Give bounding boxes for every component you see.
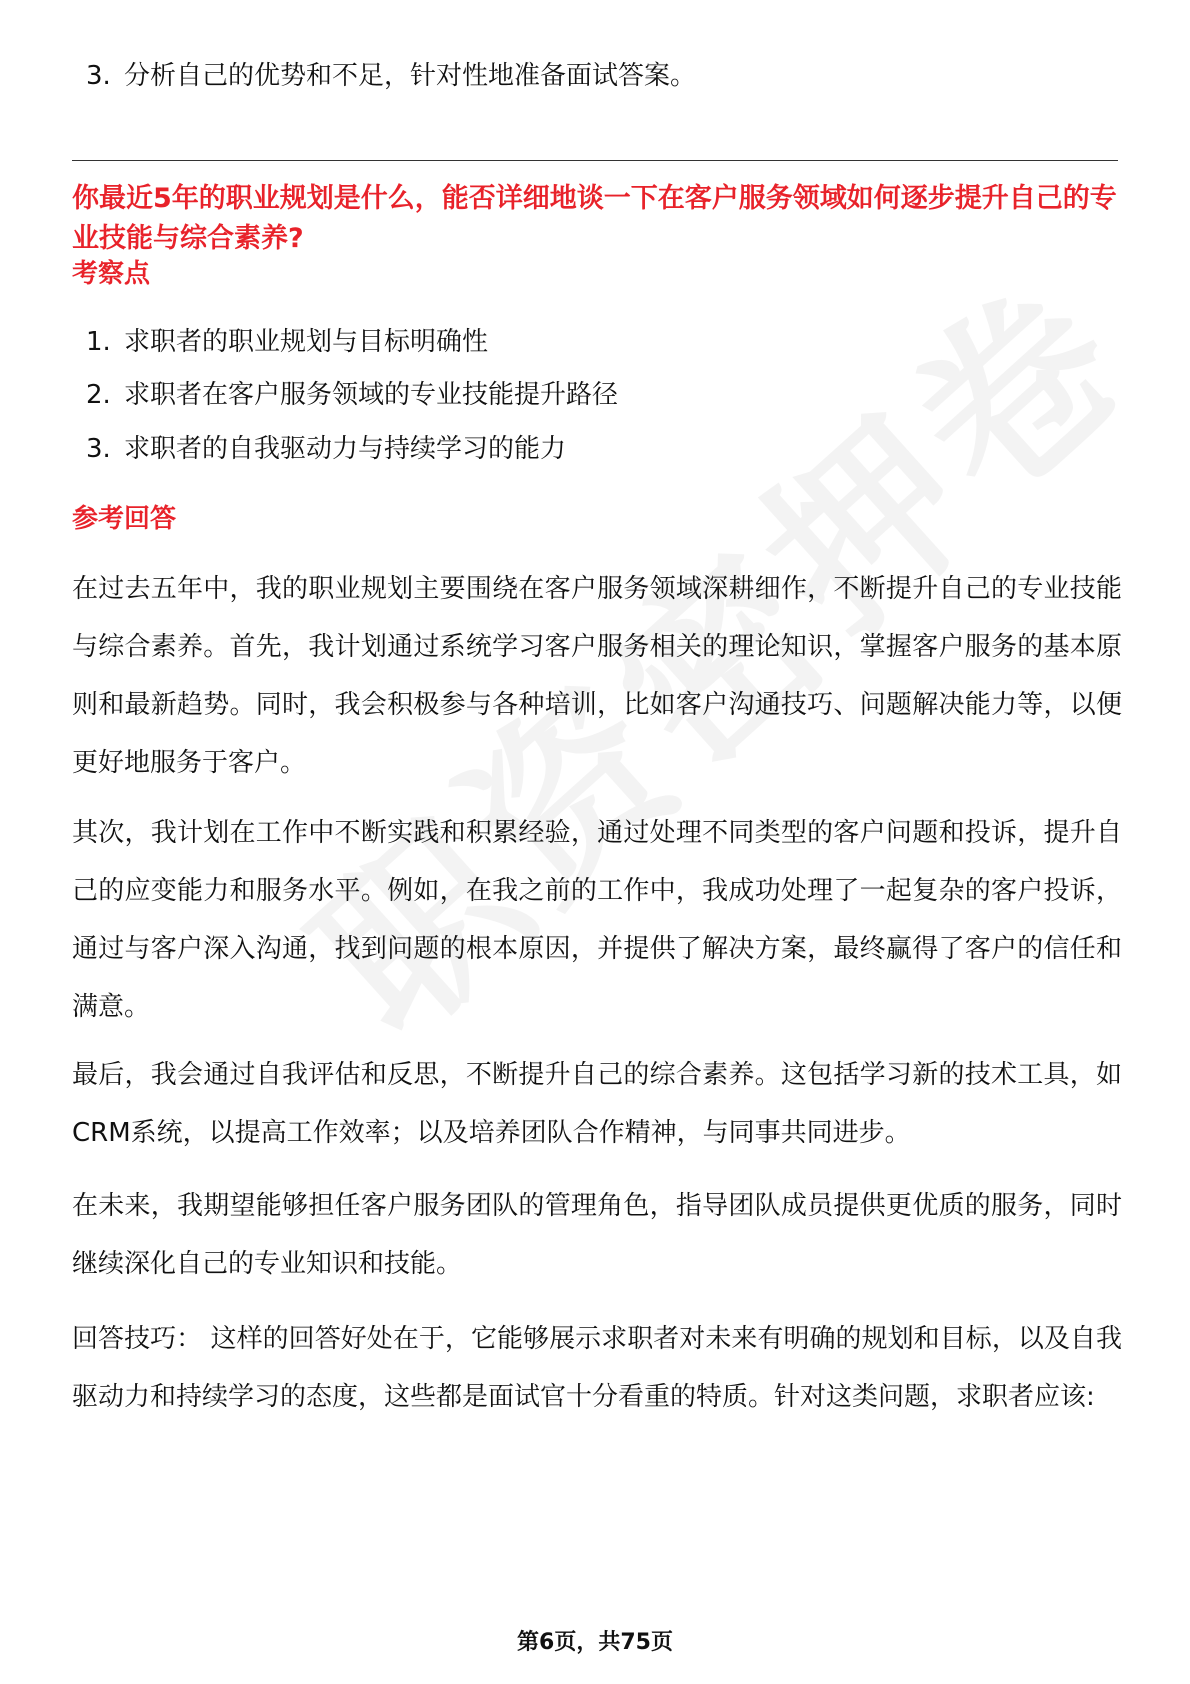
list-number: 3. — [86, 61, 111, 91]
answer-tips-paragraph: 回答技巧： 这样的回答好处在于，它能够展示求职者对未来有明确的规划和目标，以及自我驱动力和持续学习的态度，这些都是面试官十分看重的特质。针对这类问题，求职者应该: — [72, 1324, 1122, 1412]
list-text: 求职者在客户服务领域的专业技能提升路径 — [124, 380, 619, 410]
list-number: 3. — [86, 434, 111, 464]
list-item — [86, 58, 696, 94]
focus-point — [86, 377, 618, 413]
focus-point — [86, 431, 566, 467]
list-text: 求职者的自我驱动力与持续学习的能力 — [124, 434, 567, 464]
list-text: 分析自己的优势和不足，针对性地准备面试答案。 — [124, 61, 697, 91]
answer-paragraph: 在过去五年中，我的职业规划主要围绕在客户服务领域深耕细作，不断提升自己的专业技能与综合素养。首先，我计划通过系统学习客户服务相关的理论知识，掌握客户服务的基本原则和最新趋势。同时，我会积极参与各种培训，比如客户沟通技巧、问题解决能力等，以便更好地服务于客户。 — [72, 574, 1122, 778]
focus-point — [86, 324, 488, 360]
page-footer: 第6页，共75页 — [517, 1630, 673, 1655]
answer-paragraph: 最后，我会通过自我评估和反思，不断提升自己的综合素养。这包括学习新的技术工具，如CRM系统，以提高工作效率；以及培养团队合作精神，与同事共同进步。 — [72, 1060, 1122, 1148]
list-number: 2. — [86, 380, 111, 410]
list-number: 1. — [86, 327, 111, 357]
answer-paragraph: 其次，我计划在工作中不断实践和积累经验，通过处理不同类型的客户问题和投诉，提升自己的应变能力和服务水平。例如，在我之前的工作中，我成功处理了一起复杂的客户投诉，通过与客户深入沟通，找到问题的根本原因，并提供了解决方案，最终赢得了客户的信任和满意。 — [72, 818, 1122, 1022]
question-title: 你最近5年的职业规划是什么，能否详细地谈一下在客户服务领域如何逐步提升自己的专业技能与综合素养? — [72, 183, 1117, 254]
answer-heading: 参考回答 — [72, 504, 177, 534]
focus-heading: 考察点 — [72, 259, 151, 289]
answer-paragraph: 在未来，我期望能够担任客户服务团队的管理角色，指导团队成员提供更优质的服务，同时继续深化自己的专业知识和技能。 — [72, 1191, 1122, 1279]
list-text: 求职者的职业规划与目标明确性 — [124, 327, 489, 357]
section-divider — [72, 160, 1118, 161]
